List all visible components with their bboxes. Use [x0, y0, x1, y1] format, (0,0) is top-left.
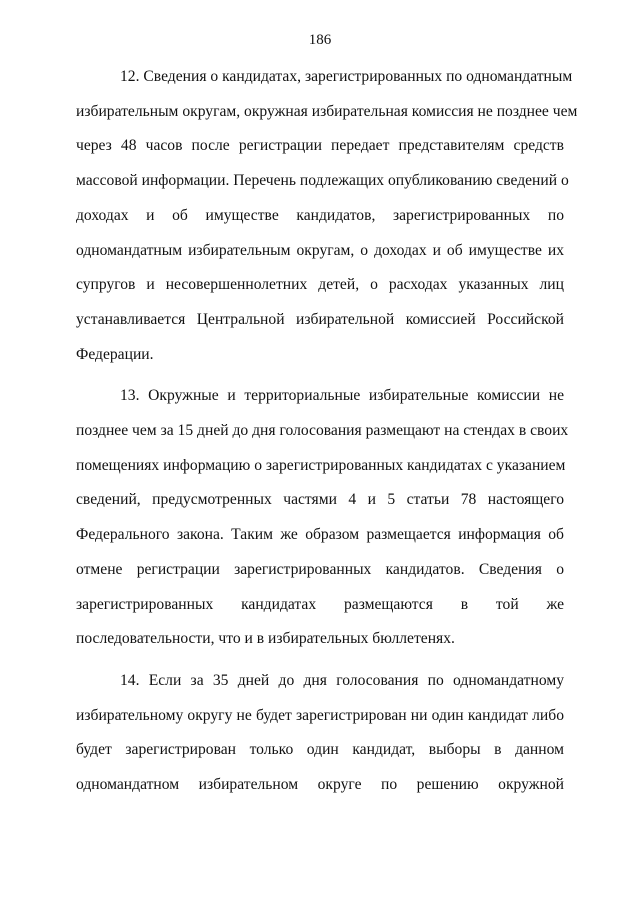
- text-line: одномандатным избирательным округам, о доходах и об имуществе их: [76, 241, 564, 259]
- paragraph-12: [76, 60, 578, 372]
- text-line: сведений, предусмотренных частями 4 и 5 статьи 78 настоящего: [76, 491, 564, 509]
- text-line: 13. Окружные и территориальные избирательные комиссии не: [120, 387, 564, 405]
- document-body: [76, 60, 578, 803]
- paragraph-13: [76, 379, 569, 657]
- text-line: избирательному округу не будет зарегистрирован ни один кандидат либо: [76, 706, 564, 724]
- text-line: через 48 часов после регистрации передает представителям средств: [76, 137, 564, 155]
- text-line: избирательным округам, окружная избирательная комиссия не позднее чем: [76, 102, 578, 120]
- text-line: 14. Если за 35 дней до дня голосования по одномандатному: [120, 671, 564, 689]
- text-line: устанавливается Центральной избирательной комиссией Российской: [76, 310, 564, 328]
- text-line: Федерального закона. Таким же образом размещается информация об: [76, 526, 564, 544]
- text-line: Федерации.: [76, 345, 154, 363]
- text-line: зарегистрированных кандидатах размещаются в той же: [76, 595, 564, 613]
- paragraph-spacer: [76, 657, 564, 664]
- paragraph-spacer: [76, 372, 564, 379]
- text-line: доходах и об имуществе кандидатов, зарегистрированных по: [76, 206, 564, 224]
- text-line: отмене регистрации зарегистрированных кандидатов. Сведения о: [76, 560, 564, 578]
- text-line: супругов и несовершеннолетних детей, о расходах указанных лиц: [76, 276, 564, 294]
- text-line: 12. Сведения о кандидатах, зарегистрированных по одномандатным: [120, 68, 573, 85]
- text-line: массовой информации. Перечень подлежащих опубликованию сведений о: [76, 172, 569, 190]
- text-line: последовательности, что и в избирательных бюллетенях.: [76, 630, 455, 648]
- page-number: 186: [308, 32, 332, 48]
- text-line: одномандатном избирательном округе по решению окружной: [76, 776, 564, 794]
- paragraph-14: [76, 664, 564, 803]
- text-line: будет зарегистрирован только один кандидат, выборы в данном: [76, 741, 564, 759]
- text-line: помещениях информацию о зарегистрированных кандидатах с указанием: [76, 456, 566, 474]
- text-line: позднее чем за 15 дней до дня голосования размещают на стендах в своих: [76, 422, 569, 440]
